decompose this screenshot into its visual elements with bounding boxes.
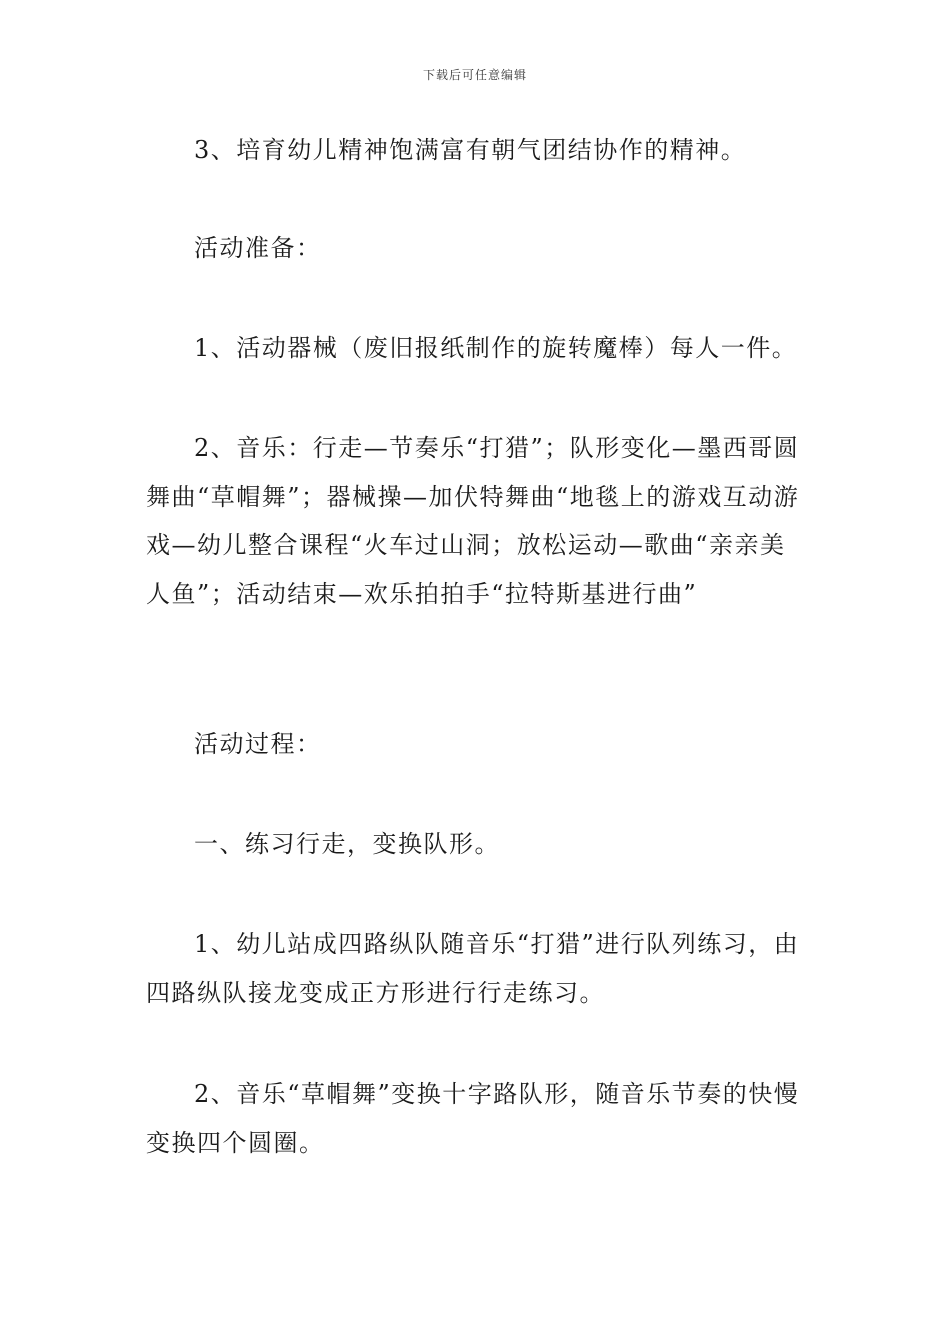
paragraph-process-1 — [146, 920, 806, 1017]
section-heading-process — [146, 720, 806, 769]
heading-text: 一、练习行走，变换队形。 — [194, 830, 500, 858]
paragraph-goal-3 — [146, 126, 806, 175]
heading-text: 活动过程： — [194, 730, 322, 758]
paragraph-text: 2、音乐“草帽舞”变换十字路队形，随音乐节奏的快慢变换四个圆圈。 — [146, 1080, 800, 1157]
paragraph-text: 1、活动器械（废旧报纸制作的旋转魔棒）每人一件。 — [194, 334, 798, 362]
paragraph-text: 1、幼儿站成四路纵队随音乐“打猎”进行队列练习，由四路纵队接龙变成正方形进行行走练习。 — [146, 930, 800, 1007]
subheading-walking — [146, 820, 806, 869]
page-header-watermark: 下载后可任意编辑 — [422, 68, 527, 82]
paragraph-text: 3、培育幼儿精神饱满富有朝气团结协作的精神。 — [194, 136, 747, 164]
section-heading-preparation — [146, 224, 806, 273]
paragraph-preparation-1 — [146, 324, 806, 373]
paragraph-text: 2、音乐：行走—节奏乐“打猎”；队形变化—墨西哥圆舞曲“草帽舞”；器械操—加伏特舞曲“地毯上的游戏互动游戏—幼儿整合课程“火车过山洞；放松运动—歌曲“亲亲美人鱼”；活动结束—欢乐拍拍手“拉特斯基进行曲” — [146, 434, 800, 608]
paragraph-preparation-2 — [146, 424, 806, 618]
paragraph-process-2 — [146, 1070, 806, 1167]
heading-text: 活动准备： — [194, 234, 322, 262]
